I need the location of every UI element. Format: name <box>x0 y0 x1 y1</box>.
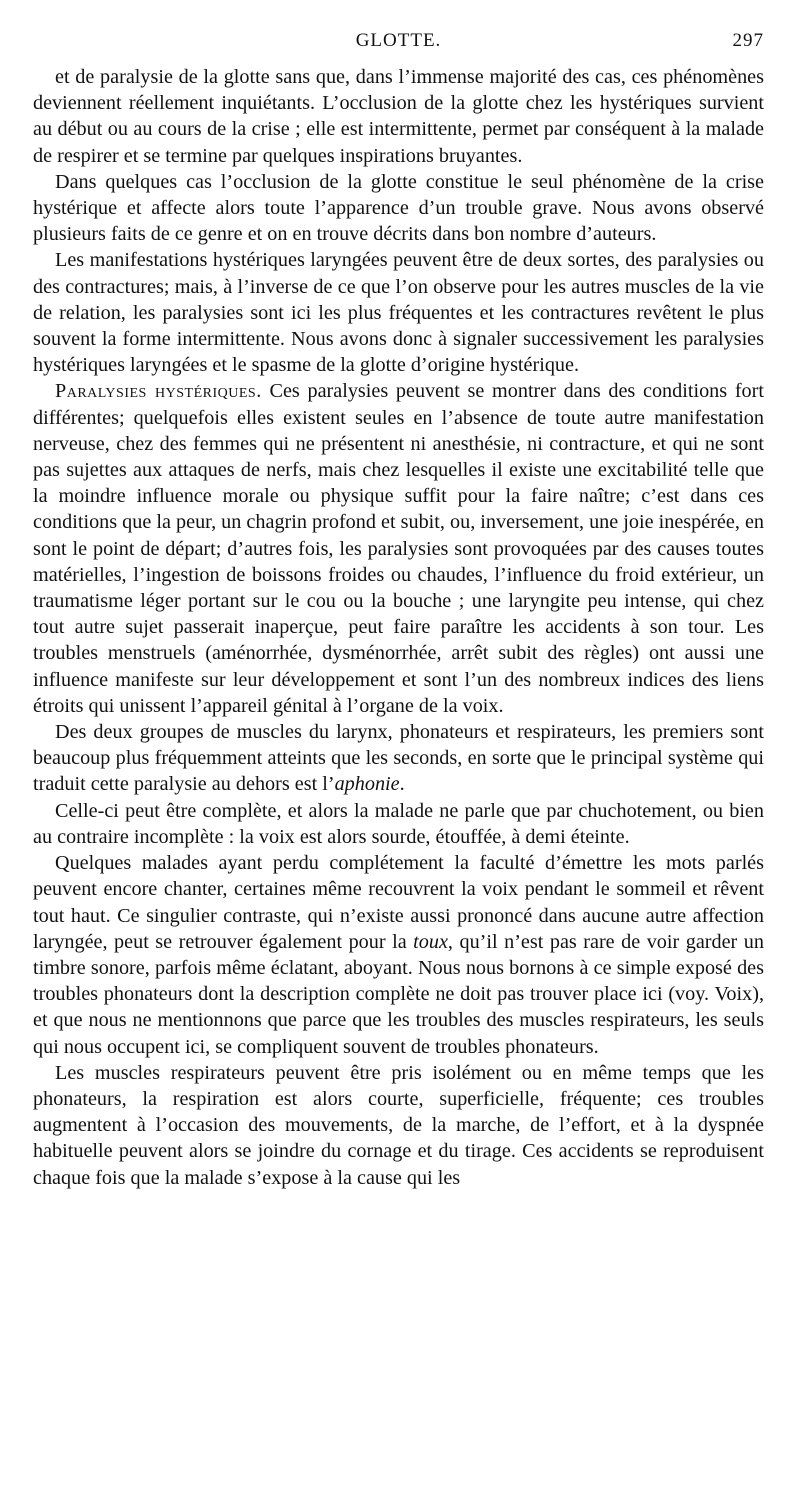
running-title: GLOTTE. <box>355 30 442 51</box>
section-heading: Paralysies hystériques. <box>55 380 262 403</box>
page-body <box>33 64 764 1191</box>
paragraph: Paralysies hystériques. Ces paralysies peuvent se montrer dans des conditions fort différentes; quelquefois elles existent seules en l’absence de toute autre manifestation nerveuse, chez des femmes qui ne présentent ni anesthésie, ni contracture, et qui ne sont pas sujettes aux attaques de nerfs, mais chez lesquelles il existe une excitabilité telle que la moindre influence morale ou physique suffit pour la faire naître; c’est dans ces conditions que la peur, un chagrin profond et subit, ou, inversement, une joie inespérée, en sont le point de départ; d’autres fois, les paralysies sont provoquées par des causes toutes matérielles, l’ingestion de boissons froides ou chaudes, l’influence du froid extérieur, un traumatisme léger portant sur le cou ou la bouche ; une laryngite peu intense, qui chez tout autre sujet passerait inaperçue, peut faire paraître les accidents à son tour. Les troubles menstruels (aménorrhée, dysménorrhée, arrêt subit des règles) ont aussi une influence manifeste sur leur développement et sont l’un des nombreux indices des liens étroits qui unissent l’appareil génital à l’organe de la voix. <box>33 380 764 717</box>
running-header <box>33 30 764 56</box>
paragraph: Des deux groupes de muscles du larynx, phonateurs et respirateurs, les premiers sont beaucoup plus fréquemment atteints que les seconds, en sorte que le principal système qui traduit cette paralysie au dehors est l’aphonie. <box>33 721 764 796</box>
paragraph: Les manifestations hystériques laryngées peuvent être de deux sortes, des paralysies ou des contractures; mais, à l’inverse de ce que l’on observe pour les autres muscles de la vie de relation, les paralysies sont ici les plus fréquentes et les contractures revêtent le plus souvent la forme intermittente. Nous avons donc à signaler successivement les paralysies hystériques laryngées et le spasme de la glotte d’origine hystérique. <box>33 249 764 377</box>
italic-term: aphonie <box>334 773 400 796</box>
paragraph: Les muscles respirateurs peuvent être pris isolément ou en même temps que les phonateurs, la respiration est alors courte, superficielle, fréquente; ces troubles augmentent à l’occasion des mouvements, de la marche, de l’effort, et à la dyspnée habituelle peuvent alors se joindre du cornage et du tirage. Ces accidents se reproduisent chaque fois que la malade s’expose à la cause qui les <box>33 1061 764 1189</box>
paragraph: Dans quelques cas l’occlusion de la glotte constitue le seul phénomène de la crise hystérique et affecte alors toute l’apparence d’un trouble grave. Nous avons observé plusieurs faits de ce genre et on en trouve décrits dans bon nombre d’auteurs. <box>33 170 764 246</box>
paragraph: et de paralysie de la glotte sans que, dans l’immense majorité des cas, ces phénomènes deviennent réellement inquiétants. L’occlusion de la glotte chez les hystériques survient au début ou au cours de la crise ; elle est intermittente, permet par conséquent à la malade de respirer et se termine par quelques inspirations bruyantes. <box>33 66 764 167</box>
paragraph: Quelques malades ayant perdu complétement la faculté d’émettre les mots parlés peuvent encore chanter, certaines même recouvrent la voix pendant le sommeil et rêvent tout haut. Ce singulier contraste, qui n’existe aussi prononcé dans aucune autre affection laryngée, peut se retrouver également pour la toux, qu’il n’est pas rare de voir garder un timbre sonore, parfois même éclatant, aboyant. Nous nous bornons à ce simple exposé des troubles phonateurs dont la description complète ne doit pas trouver place ici (voy. Voix), et que nous ne mentionnons que parce que les troubles des muscles respirateurs, les seuls qui nous occupent ici, se compliquent souvent de troubles phonateurs. <box>33 852 764 1058</box>
paragraph: Celle-ci peut être complète, et alors la malade ne parle que par chuchotement, ou bien au contraire incomplète : la voix est alors sourde, étouffée, à demi éteinte. <box>33 799 764 848</box>
page-number: 297 <box>732 30 764 51</box>
italic-term: toux <box>413 930 448 953</box>
